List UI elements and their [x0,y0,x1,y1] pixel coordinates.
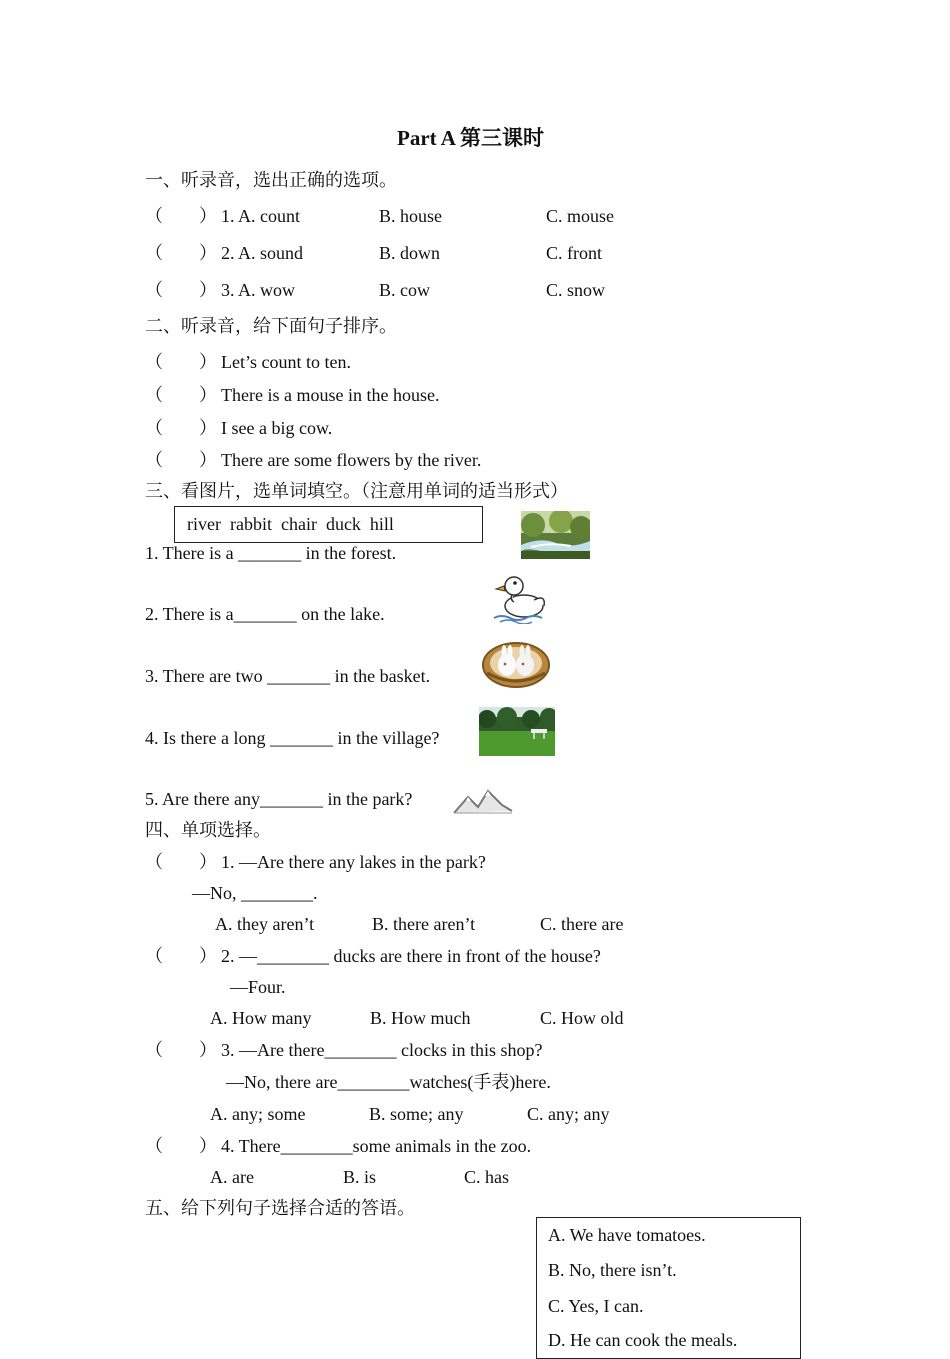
section-2-heading: 二、听录音，给下面句子排序。 [145,316,397,336]
order-sentence: There is a mouse in the house. [221,385,440,405]
order-sentence: I see a big cow. [221,418,333,438]
q1-option-b: B. house [379,206,442,226]
section-5-heading: 五、给下列句子选择合适的答语。 [145,1198,415,1218]
q3-option-a: 3. A. wow [221,280,296,300]
q2-option-c: C. front [546,243,602,263]
word-box-text: river rabbit chair duck hill [187,514,394,534]
mc-question: 2. —________ ducks are there in front of the house? [221,946,601,966]
answer-option: D. He can cook the meals. [548,1330,738,1350]
order-paren: （ ） [145,385,217,405]
forest-river-image [521,511,590,559]
fill-sentence: 5. Are there any_______ in the park? [145,789,413,809]
order-paren: （ ） [145,352,217,372]
mc-option-b: B. is [343,1167,377,1187]
answer-option: C. Yes, I can. [548,1296,644,1316]
fill-sentence: 3. There are two _______ in the basket. [145,666,431,686]
q1-option-a: 1. A. count [221,206,300,226]
mc-paren: （ ） [145,1136,217,1156]
section-1-heading: 一、听录音，选出正确的选项。 [145,170,397,190]
mc-option-b: B. How much [370,1008,471,1028]
order-sentence: Let’s count to ten. [221,352,351,372]
duck-image [490,572,552,624]
park-image [479,707,555,756]
order-sentence: There are some flowers by the river. [221,450,482,470]
rabbits-basket-image [481,637,551,689]
section-3-heading: 三、看图片，选单词填空。（注意用单词的适当形式） [145,481,568,501]
mc-option-c: C. there are [540,914,624,934]
section-4-heading: 四、单项选择。 [145,820,271,840]
q3-option-b: B. cow [379,280,430,300]
mc-option-b: B. there aren’t [372,914,476,934]
mc-option-c: C. any; any [527,1104,610,1124]
q2-paren: （ ） [145,243,217,263]
order-paren: （ ） [145,418,217,438]
q2-option-a: 2. A. sound [221,243,304,263]
q3-paren: （ ） [145,280,217,300]
mc-option-a: A. they aren’t [215,914,315,934]
order-paren: （ ） [145,450,217,470]
fill-sentence: 1. There is a _______ in the forest. [145,543,397,563]
mc-option-a: A. any; some [210,1104,306,1124]
mc-option-a: A. are [210,1167,254,1187]
mc-option-c: C. How old [540,1008,624,1028]
answer-option: B. No, there isn’t. [548,1260,677,1280]
mc-question: 1. —Are there any lakes in the park? [221,852,486,872]
mc-paren: （ ） [145,946,217,966]
hills-image [452,785,514,817]
mc-paren: （ ） [145,852,217,872]
mc-answer: —No, there are________watches(手表)here. [226,1072,551,1092]
page-title: Part A 第三课时 [397,126,544,150]
mc-option-a: A. How many [210,1008,312,1028]
mc-answer: —No, ________. [192,883,318,903]
mc-paren: （ ） [145,1040,217,1060]
fill-sentence: 4. Is there a long _______ in the village? [145,728,440,748]
mc-option-c: C. has [464,1167,509,1187]
q1-paren: （ ） [145,206,217,226]
q1-option-c: C. mouse [546,206,615,226]
mc-question: 3. —Are there________ clocks in this shop? [221,1040,543,1060]
q2-option-b: B. down [379,243,441,263]
answer-option: A. We have tomatoes. [548,1225,706,1245]
mc-answer: —Four. [230,977,286,997]
mc-option-b: B. some; any [369,1104,464,1124]
fill-sentence: 2. There is a_______ on the lake. [145,604,385,624]
mc-question: 4. There________some animals in the zoo. [221,1136,532,1156]
q3-option-c: C. snow [546,280,606,300]
